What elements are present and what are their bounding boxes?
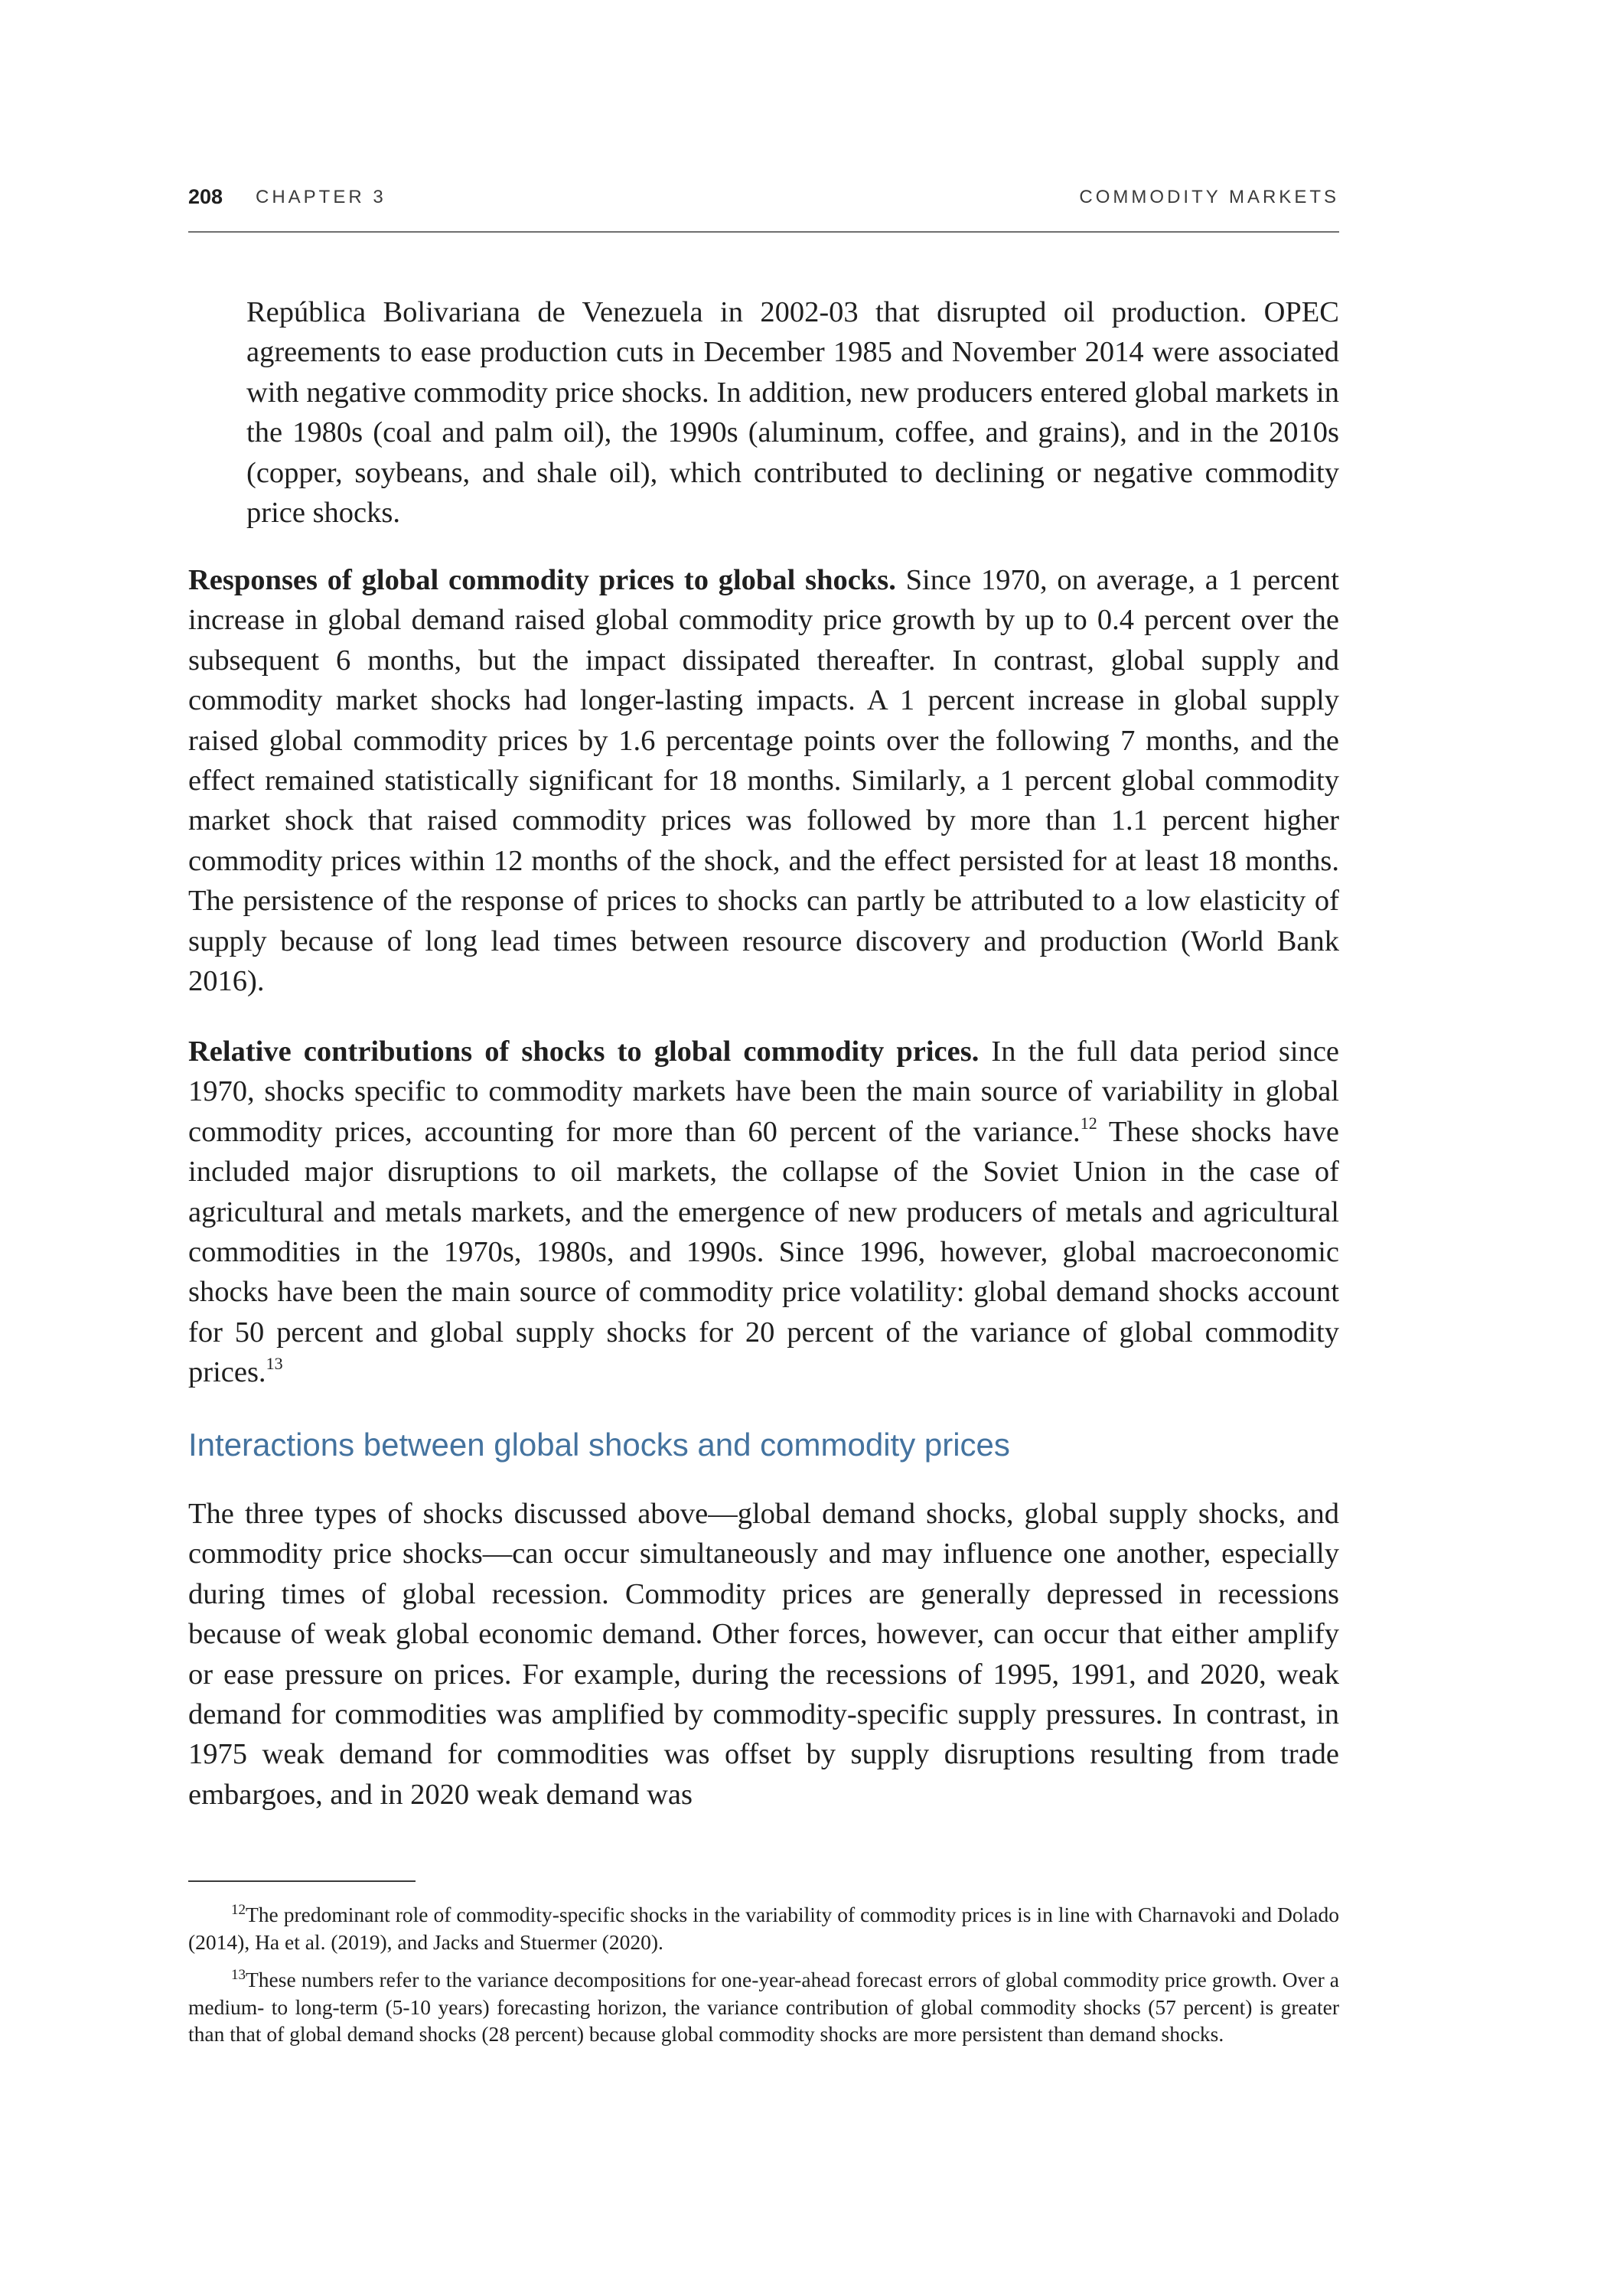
- continuation-paragraph: República Bolivariana de Venezuela in 2002-03 that disrupted oil production. OPEC agreements to ease production cuts in December 1985 and November 2014 were associated with negative commodity price shocks. In addition, new producers entered global markets in the 1980s (coal and palm oil), the 1990s (aluminum, coffee, and grains), and in the 2010s (copper, soybeans, and shale oil), which contributed to declining or negative commodity price shocks.: [246, 296, 1339, 530]
- footnote-ref-13[interactable]: 13: [266, 1354, 283, 1374]
- section-heading: Interactions between global shocks and commodity prices: [188, 1427, 1010, 1463]
- relative-contributions-paragraph: [188, 1032, 1339, 1393]
- footnotes: [188, 1901, 1339, 2059]
- footnote-text: These numbers refer to the variance decompositions for one-year-ahead forecast errors of global commodity price growth. Over a medium- to long-term (5-10 years) forecasting horizon, the variance contribution of global commodity shocks (57 percent) is greater than that of global demand shocks (28 percent) because global commodity shocks are more persistent than demand shocks.: [188, 1968, 1339, 2046]
- header-divider: [188, 231, 1339, 233]
- footnote-number: 12: [231, 1901, 246, 1918]
- responses-paragraph: [188, 560, 1339, 1001]
- chapter-label: CHAPTER 3: [256, 187, 386, 207]
- section-label: COMMODITY MARKETS: [1079, 187, 1339, 207]
- footnote-divider: [188, 1880, 416, 1882]
- page-number: 208: [188, 185, 223, 208]
- footnote-12: [188, 1901, 1339, 1955]
- relative-lead-in: Relative contributions of shocks to global commodity prices.: [188, 1035, 980, 1068]
- responses-body: Since 1970, on average, a 1 percent increase in global demand raised global commodity price growth by up to 0.4 percent over the subsequent 6 months, but the impact dissipated thereafter. In contrast, global supply and commodity market shocks had longer-lasting impacts. A 1 percent increase in global supply raised global commodity prices by 1.6 percentage points over the following 7 months, and the effect remained statistically significant for 18 months. Similarly, a 1 percent global commodity market shock that raised commodity prices was followed by more than 1.1 percent higher commodity prices within 12 months of the shock, and the effect persisted for at least 18 months. The persistence of the response of prices to shocks can partly be attributed to a low elasticity of supply because of long lead times between resource discovery and production (World Bank 2016).: [188, 564, 1339, 998]
- relative-body-part-1: In the full data period since 1970, shocks specific to commodity markets have been the main source of variability in global commodity prices, accounting for more than 60 percent of the variance.: [188, 1035, 1340, 1148]
- responses-lead-in: Responses of global commodity prices to global shocks.: [188, 564, 896, 596]
- footnote-ref-12[interactable]: 12: [1080, 1113, 1097, 1133]
- footnote-13: [188, 1966, 1339, 2048]
- footnote-number: 13: [231, 1966, 246, 1983]
- interactions-paragraph: The three types of shocks discussed above—global demand shocks, global supply shocks, and commodity price shocks—can occur simultaneously and may influence one another, especially during times of global recession. Commodity prices are generally depressed in recessions because of weak global economic demand. Other forces, however, can occur that either amplify or ease pressure on prices. For example, during the recessions of 1995, 1991, and 2020, weak demand for commodities was amplified by commodity-specific supply pressures. In contrast, in 1975 weak demand for commodities was offset by supply disruptions resulting from trade embargoes, and in 2020 weak demand was: [188, 1498, 1339, 1811]
- footnote-text: The predominant role of commodity-specific shocks in the variability of commodity prices is in line with Charnavoki and Dolado (2014), Ha et al. (2019), and Jacks and Stuermer (2020).: [188, 1903, 1339, 1954]
- relative-body-part-2: These shocks have included major disruptions to oil markets, the collapse of the Soviet Union in the case of agricultural and metals markets, and the emergence of new producers of metals and agricultural commodities in the 1970s, 1980s, and 1990s. Since 1996, however, global macroeconomic shocks have been the main source of commodity price volatility: global demand shocks account for 50 percent and global supply shocks for 20 percent of the variance of global commodity prices.: [188, 1115, 1340, 1389]
- running-header: [188, 185, 1339, 208]
